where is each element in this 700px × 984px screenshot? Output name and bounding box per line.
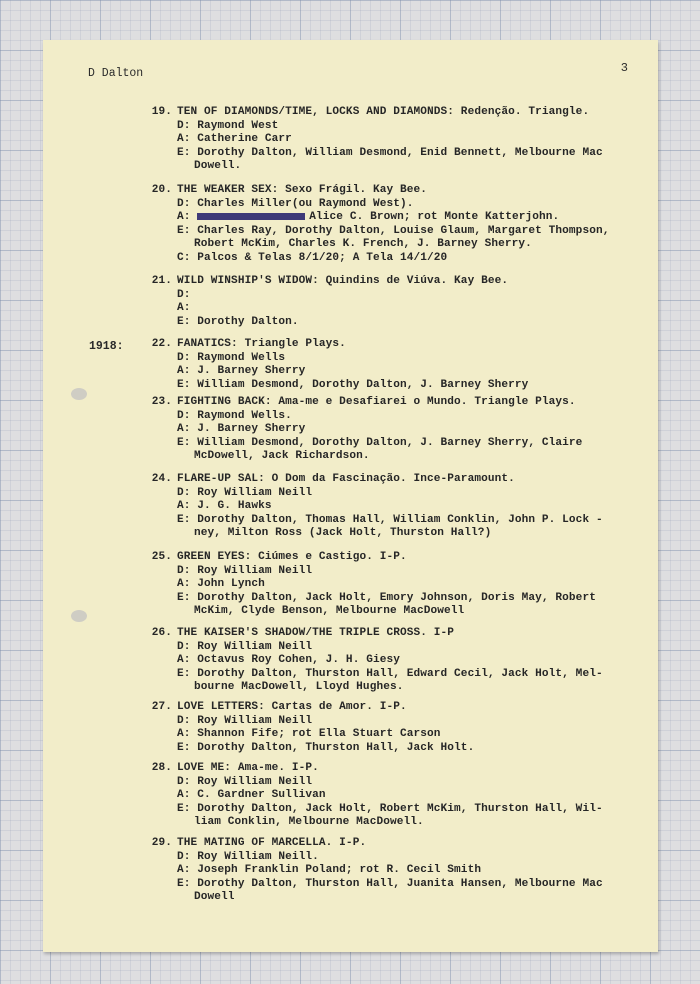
film-entry	[139, 396, 640, 464]
entry-title: FIGHTING BACK: Ama-me e Desafiarei o Mundo. Triangle Plays.	[177, 396, 576, 408]
entry-director: D: Roy William Neill	[177, 775, 313, 788]
entry-number: 24.	[151, 473, 172, 485]
entry-title: WILD WINSHIP'S WIDOW: Quindins de Viúva. Kay Bee.	[177, 275, 509, 287]
entry-cast: E: William Desmond, Dorothy Dalton, J. Barney Sherry, Claire	[177, 436, 583, 449]
film-entry	[139, 627, 640, 695]
entry-director: D: Raymond Wells.	[177, 409, 292, 422]
entry-title: THE KAISER'S SHADOW/THE TRIPLE CROSS. I-P	[177, 627, 455, 639]
page-author: D Dalton	[88, 67, 144, 80]
entry-director: D: Roy William Neill	[177, 564, 313, 577]
entry-title: GREEN EYES: Ciúmes e Castigo. I-P.	[177, 551, 407, 563]
entry-author: A: C. Gardner Sullivan	[177, 789, 326, 801]
entry-author: A: J. Barney Sherry	[177, 423, 306, 435]
entry-title: LOVE ME: Ama-me. I-P.	[177, 762, 319, 774]
redaction-mark	[197, 213, 305, 220]
entry-author: A: J. Barney Sherry	[177, 365, 306, 377]
entry-cast: E: William Desmond, Dorothy Dalton, J. Barney Sherry	[177, 378, 529, 391]
entry-author-prefix: A:	[177, 211, 191, 223]
entry-director: D: Roy William Neill	[177, 486, 313, 499]
entry-citation: C: Palcos & Telas 8/1/20; A Tela 14/1/20	[177, 251, 448, 264]
entry-cast-cont: McDowell, Jack Richardson.	[194, 450, 370, 462]
film-entry	[139, 837, 640, 905]
film-entry	[139, 184, 640, 265]
entry-number: 23.	[151, 396, 172, 408]
entry-title: FANATICS: Triangle Plays.	[177, 338, 346, 350]
entry-author: A: Catherine Carr	[177, 133, 292, 145]
punch-hole	[71, 610, 87, 622]
entry-cast: E: Dorothy Dalton, Thurston Hall, Edward Cecil, Jack Holt, Mel-	[177, 667, 603, 680]
entry-title: LOVE LETTERS: Cartas de Amor. I-P.	[177, 701, 407, 713]
entry-cast: E: Dorothy Dalton.	[177, 315, 299, 328]
film-entry	[139, 106, 640, 174]
entry-cast: E: Charles Ray, Dorothy Dalton, Louise Glaum, Margaret Thompson,	[177, 224, 610, 237]
entry-director: D: Roy William Neill	[177, 714, 313, 727]
entry-director: D: Raymond Wells	[177, 351, 286, 364]
entry-director: D: Roy William Neill.	[177, 850, 319, 863]
entry-number: 19.	[151, 106, 172, 118]
entry-cast: E: Dorothy Dalton, Thurston Hall, Jack Holt.	[177, 741, 475, 754]
entry-number: 25.	[151, 551, 172, 563]
entry-cast-cont: ney, Milton Ross (Jack Holt, Thurston Hall?)	[194, 527, 492, 539]
entry-author: A: J. G. Hawks	[177, 500, 272, 512]
entry-author: A: Octavus Roy Cohen, J. H. Giesy	[177, 654, 400, 666]
entry-cast-cont: McKim, Clyde Benson, Melbourne MacDowell	[194, 605, 465, 617]
film-entry	[139, 762, 640, 830]
entry-number: 21.	[151, 275, 172, 287]
year-label: 1918:	[89, 340, 124, 353]
entry-title: THE MATING OF MARCELLA. I-P.	[177, 837, 367, 849]
film-entry	[139, 338, 640, 392]
entry-cast: E: Dorothy Dalton, Jack Holt, Robert McKim, Thurston Hall, Wil-	[177, 802, 603, 815]
entry-author: Alice C. Brown; rot Monte Katterjohn.	[309, 211, 560, 223]
entry-number: 27.	[151, 701, 172, 713]
entry-author: A:	[177, 302, 191, 314]
entry-title: TEN OF DIAMONDS/TIME, LOCKS AND DIAMONDS: Redenção. Triangle.	[177, 106, 590, 118]
entry-number: 22.	[151, 338, 172, 350]
entry-director: D: Roy William Neill	[177, 640, 313, 653]
page-number: 3	[620, 61, 628, 75]
entry-author: A: Joseph Franklin Poland; rot R. Cecil Smith	[177, 864, 482, 876]
entry-number: 29.	[151, 837, 172, 849]
entry-cast-cont: Robert McKim, Charles K. French, J. Barney Sherry.	[194, 238, 532, 250]
entry-director: D: Charles Miller(ou Raymond West).	[177, 197, 414, 210]
entry-number: 20.	[151, 184, 172, 196]
entry-director: D: Raymond West	[177, 119, 279, 132]
punch-hole	[71, 388, 87, 400]
entry-director: D:	[177, 288, 191, 301]
typed-page	[43, 40, 658, 952]
entry-author-line	[139, 211, 640, 225]
entry-author: A: John Lynch	[177, 578, 265, 590]
film-entry	[139, 551, 640, 619]
entry-cast: E: Dorothy Dalton, Jack Holt, Emory Johnson, Doris May, Robert	[177, 591, 596, 604]
entry-number: 26.	[151, 627, 172, 639]
entry-cast: E: Dorothy Dalton, Thomas Hall, William Conklin, John P. Lock -	[177, 513, 603, 526]
entry-cast-cont: Dowell.	[194, 160, 242, 172]
film-entry	[139, 275, 640, 329]
entry-number: 28.	[151, 762, 172, 774]
entry-cast-cont: bourne MacDowell, Lloyd Hughes.	[194, 681, 404, 693]
film-entry	[139, 473, 640, 541]
entry-title: FLARE-UP SAL: O Dom da Fascinação. Ince-Paramount.	[177, 473, 515, 485]
entry-cast: E: Dorothy Dalton, William Desmond, Enid Bennett, Melbourne Mac	[177, 146, 603, 159]
entry-cast-cont: Dowell	[194, 891, 235, 903]
entry-cast-cont: liam Conklin, Melbourne MacDowell.	[194, 816, 424, 828]
entry-author: A: Shannon Fife; rot Ella Stuart Carson	[177, 728, 441, 740]
entry-title: THE WEAKER SEX: Sexo Frágil. Kay Bee.	[177, 184, 428, 196]
film-entry	[139, 701, 640, 755]
entry-cast: E: Dorothy Dalton, Thurston Hall, Juanita Hansen, Melbourne Mac	[177, 877, 603, 890]
